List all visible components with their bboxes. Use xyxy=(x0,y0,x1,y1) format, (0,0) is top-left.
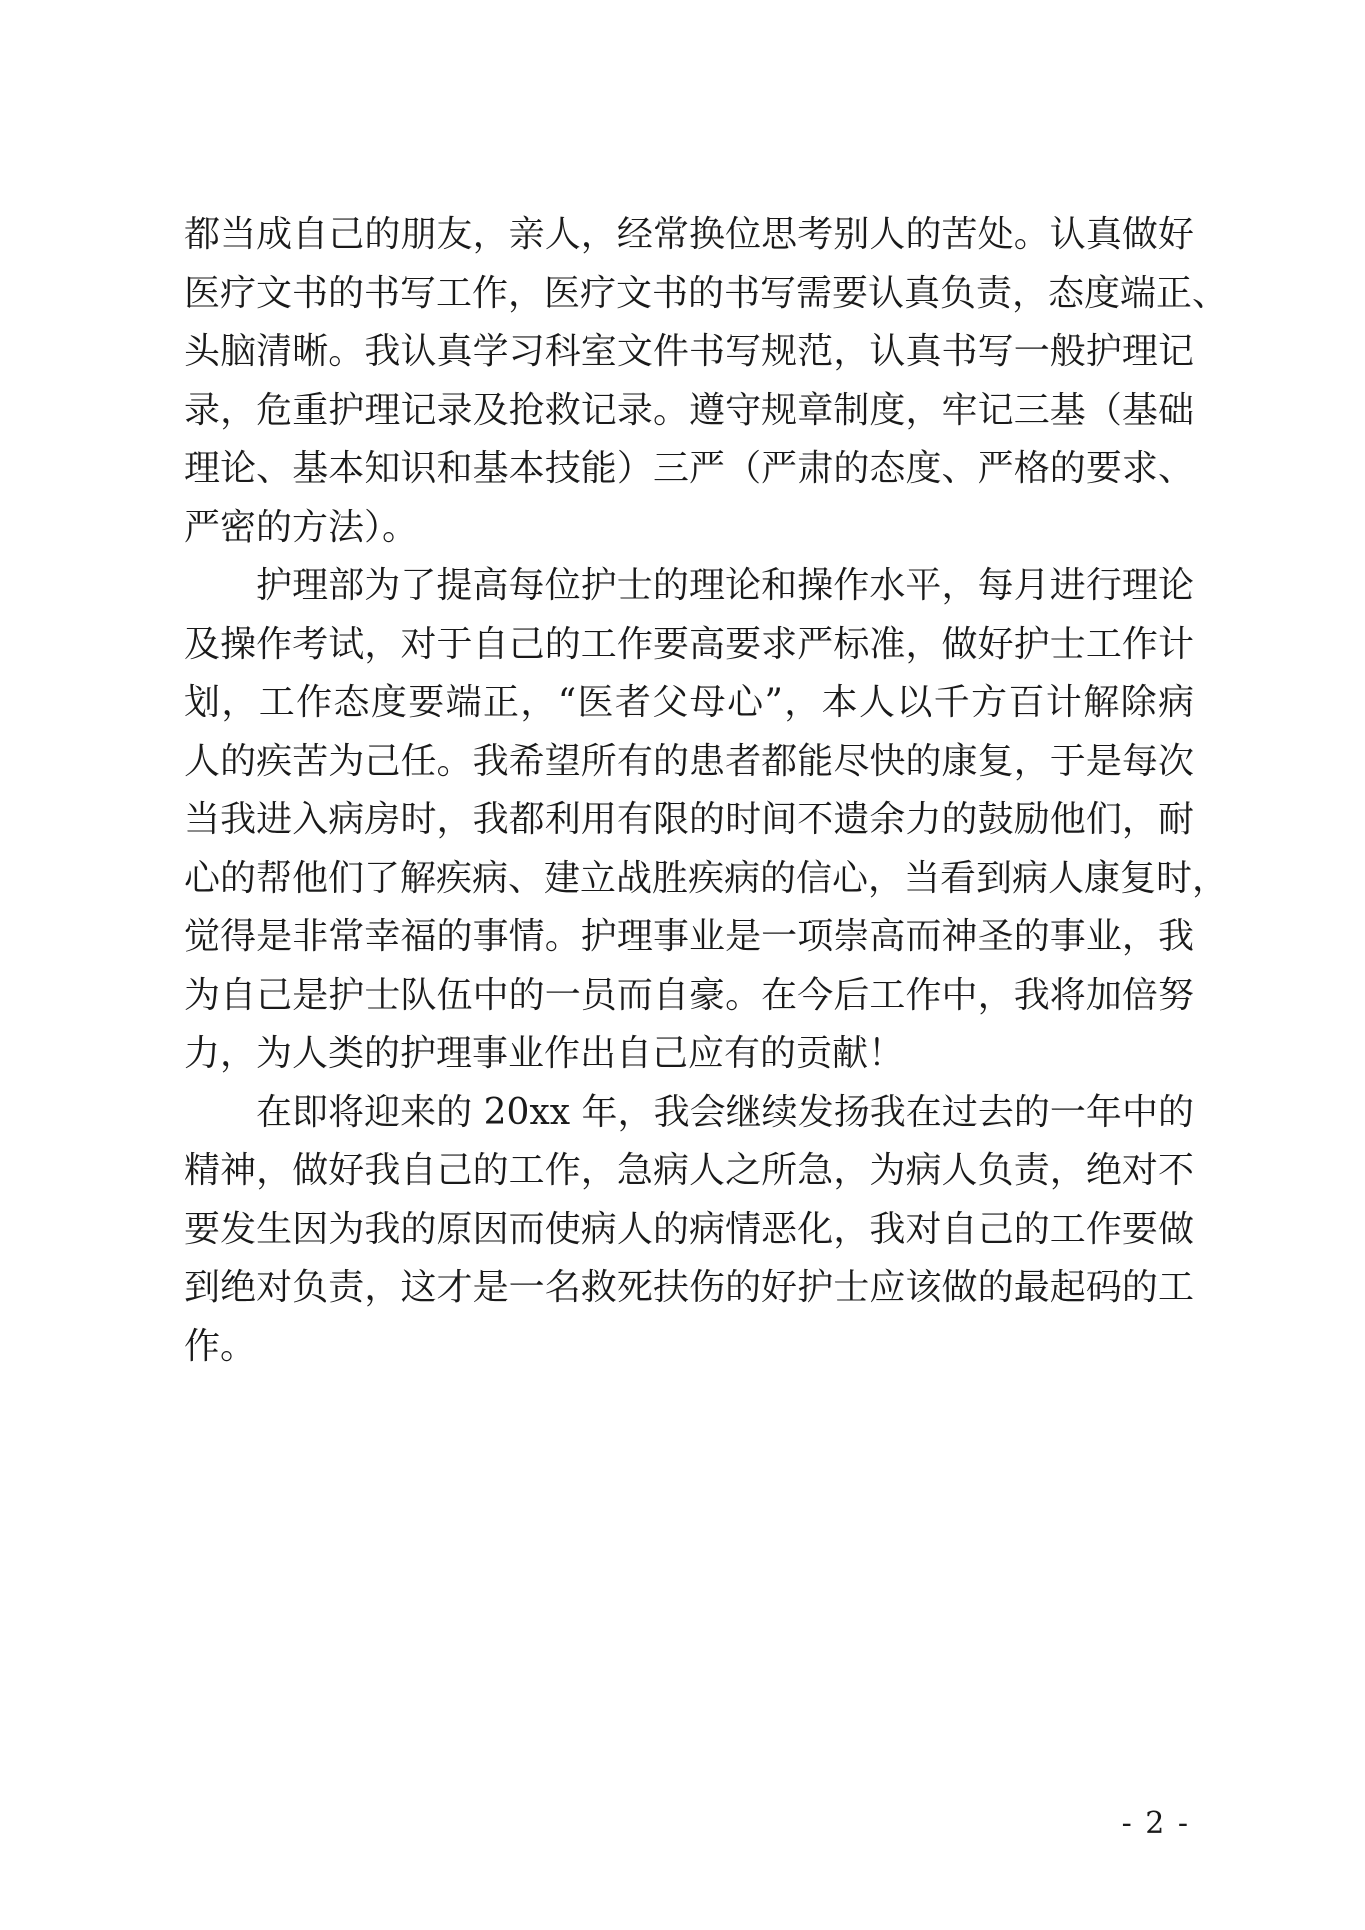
text-line: 心的帮他们了解疾病、建立战胜疾病的信心，当看到病人康复时， xyxy=(184,857,1229,899)
text-line: 精神，做好我自己的工作，急病人之所急，为病人负责，绝对不 xyxy=(184,1150,1194,1191)
text-line: 觉得是非常幸福的事情。护理事业是一项崇高而神圣的事业，我 xyxy=(184,916,1194,957)
text-line: 作。 xyxy=(184,1325,257,1367)
text-line: 录，危重护理记录及抢救记录。遵守规章制度，牢记三基（基础 xyxy=(184,389,1194,431)
text-line: 到绝对负责，这才是一名救死扶伤的好护士应该做的最起码的工 xyxy=(184,1267,1194,1308)
text-line: 理论、基本知识和基本技能）三严（严肃的态度、严格的要求、 xyxy=(184,448,1194,489)
document-body xyxy=(184,206,1229,1376)
text-line: 医疗文书的书写工作，医疗文书的书写需要认真负责，态度端正、 xyxy=(184,272,1229,314)
paragraph-2 xyxy=(184,557,1229,1084)
text-line: 当我进入病房时，我都利用有限的时间不遗余力的鼓励他们，耐 xyxy=(184,799,1194,840)
text-line: 及操作考试，对于自己的工作要高要求严标准，做好护士工作计 xyxy=(184,623,1194,665)
paragraph-3 xyxy=(184,1084,1194,1377)
page-number: - 2 - xyxy=(1121,1806,1190,1841)
text-line: 头脑清晰。我认真学习科室文件书写规范，认真书写一般护理记 xyxy=(184,331,1194,372)
text-line: 都当成自己的朋友，亲人，经常换位思考别人的苦处。认真做好 xyxy=(184,214,1194,255)
text-line: 划，工作态度要端正，“医者父母心”，本人以千方百计解除病 xyxy=(184,682,1194,723)
paragraph-1 xyxy=(184,206,1229,557)
text-line: 在即将迎来的 20xx 年，我会继续发扬我在过去的一年中的 xyxy=(256,1091,1194,1133)
text-line: 力，为人类的护理事业作出自己应有的贡献！ xyxy=(184,1033,905,1074)
text-line: 严密的方法）。 xyxy=(184,506,419,548)
text-line: 护理部为了提高每位护士的理论和操作水平，每月进行理论 xyxy=(256,565,1194,606)
text-line: 要发生因为我的原因而使病人的病情恶化，我对自己的工作要做 xyxy=(184,1208,1194,1250)
text-line: 为自己是护士队伍中的一员而自豪。在今后工作中，我将加倍努 xyxy=(184,974,1194,1016)
text-line: 人的疾苦为己任。我希望所有的患者都能尽快的康复，于是每次 xyxy=(184,740,1194,782)
